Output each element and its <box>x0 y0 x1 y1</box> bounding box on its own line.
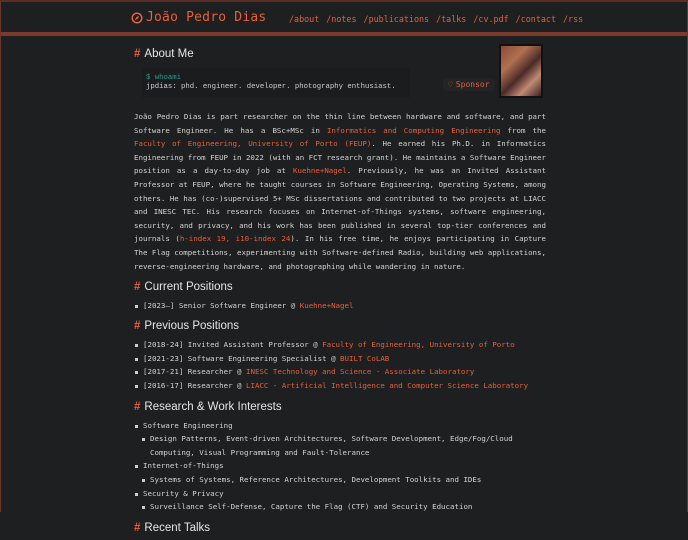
position-text: [2018-24] Invited Assistant Professor @ <box>143 340 323 350</box>
list-item: Systems of Systems, Reference Architectures, Development Toolkits and IDEs <box>141 473 546 487</box>
nav-about[interactable]: /about <box>289 14 320 24</box>
list-item: Software Engineering <box>134 419 546 433</box>
current-positions <box>134 281 546 313</box>
position-link[interactable]: INESC Technology and Science - Associate Laboratory <box>246 367 475 377</box>
nav-talks[interactable]: /talks <box>436 14 467 24</box>
position-link[interactable]: Faculty of Engineering, University of Porto <box>322 340 515 350</box>
list-item: Internet-of-Things <box>134 459 546 473</box>
list-item <box>134 299 546 313</box>
interests-heading <box>134 401 546 413</box>
bio-paragraph <box>134 110 546 273</box>
main-nav <box>289 14 583 24</box>
heart-icon: ♡ <box>448 80 453 89</box>
position-text: [2023–] Senior Software Engineer @ <box>143 300 300 310</box>
link-feup[interactable]: Faculty of Engineering, University of Porto (FEUP) <box>134 139 372 149</box>
list-item <box>134 379 546 393</box>
nav-contact[interactable]: /contact <box>515 14 556 24</box>
list-item <box>134 352 546 366</box>
recent-talks <box>134 522 546 534</box>
bio-text: . He earned his Ph.D. in Informatics Engineering from FEUP in 2022 (with an FCT research grant). He maintains a Software Engineer position as a day-to-day job at <box>134 139 546 176</box>
brand-name: João Pedro Dias <box>146 10 267 25</box>
talks-heading <box>134 522 546 534</box>
bio-text: ). In his free time, he enjoys participating in Capture The Flag competitions, experimenting with Software-defined Radio, building web applications, reverse-engineering hardware, and photographing while wandering in nature. <box>134 234 547 271</box>
bio-text: João Pedro Dias is part researcher on the thin line between hardware and software, and part Software Engineer. He has a BSc+MSc in <box>134 112 546 135</box>
whoami-output: jpdias: phd. engineer. developer. photography enthusiast. <box>146 83 396 91</box>
nav-rss[interactable]: /rss <box>563 14 584 24</box>
sponsor-label: Sponsor <box>455 80 490 89</box>
about-title: About Me <box>144 48 194 60</box>
position-text: [2021-23] Software Engineering Specialist @ <box>143 353 341 363</box>
current-title: Current Positions <box>144 280 233 293</box>
position-text: [2017-21] Researcher @ <box>143 367 246 377</box>
whoami-code-block <box>142 68 410 98</box>
interests-title: Research & Work Interests <box>144 400 282 413</box>
link-kuehne-nagel[interactable]: Kuehne+Nagel <box>292 166 347 176</box>
talks-title: Recent Talks <box>144 521 211 534</box>
current-heading <box>134 281 546 293</box>
hash-icon: # <box>134 521 141 534</box>
main-content <box>134 42 546 540</box>
hash-icon: # <box>134 400 141 413</box>
bio-text: from the <box>500 125 546 135</box>
list-item: Security & Privacy <box>134 487 546 501</box>
sponsor-button[interactable] <box>443 78 495 91</box>
interests <box>134 401 546 514</box>
bio-text: . Previously, he was an Invited Assistant Professor at FEUP, where he taught courses in Software Engineering, Operating Systems, among others. He has (co-)supervised 5+ MSc dissertations and contributed to two projects at LIACC and INESC TEC. His research focuses on Internet-of-Things systems, software engineering, security, and privacy, and his work has been published in several top-tier conferences and journals ( <box>134 166 546 244</box>
about-heading <box>134 48 546 60</box>
previous-title: Previous Positions <box>144 320 240 333</box>
position-text: [2016-17] Researcher @ <box>143 380 246 390</box>
previous-positions <box>134 320 546 392</box>
avatar <box>499 44 543 98</box>
list-item <box>134 338 546 352</box>
hash-icon: # <box>134 48 141 60</box>
link-hindex[interactable]: h-index 19, i10-index 24 <box>179 234 291 244</box>
nav-notes[interactable]: /notes <box>326 14 357 24</box>
whoami-prompt: $ whoami <box>146 74 182 82</box>
header-divider <box>1 32 687 36</box>
list-item: Design Patterns, Event-driven Architectures, Software Development, Edge/Fog/Cloud Computing, Visual Programming and Fault-Tolerance <box>141 432 546 459</box>
previous-heading <box>134 320 546 332</box>
brand-link[interactable] <box>131 10 266 25</box>
site-header <box>1 2 687 32</box>
nav-cv[interactable]: /cv.pdf <box>473 14 509 24</box>
nav-publications[interactable]: /publications <box>363 14 430 24</box>
list-item <box>134 365 546 379</box>
hash-icon: # <box>134 320 141 333</box>
list-item: Surveillance Self-Defense, Capture the Flag (CTF) and Security Education <box>141 500 546 514</box>
position-link[interactable]: Kuehne+Nagel <box>299 300 354 310</box>
compass-icon <box>131 12 143 24</box>
position-link[interactable]: LIACC - Artificial Intelligence and Computer Science Laboratory <box>246 380 529 390</box>
hash-icon: # <box>134 280 141 293</box>
link-informatics[interactable]: Informatics and Computing Engineering <box>326 125 501 135</box>
position-link[interactable]: BUILT CoLAB <box>340 353 390 363</box>
